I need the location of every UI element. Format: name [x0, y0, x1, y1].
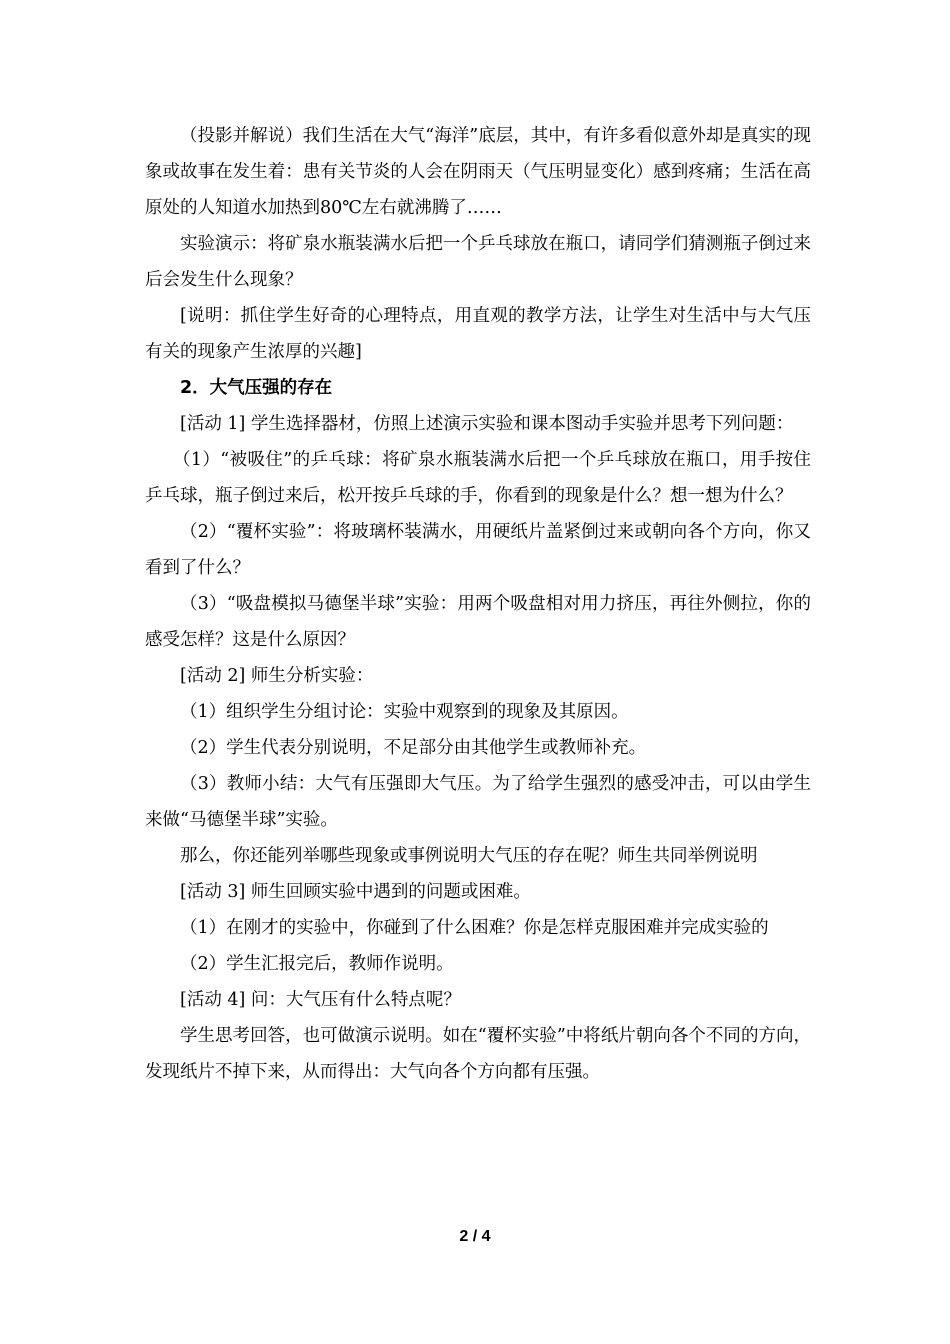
paragraph-examples: 那么，你还能列举哪些现象或事例说明大气压的存在呢？师生共同举例说明 — [180, 846, 758, 866]
section-heading: 2．大气压强的存在 — [180, 378, 333, 398]
paragraph-item-2: （2）“覆杯实验”：将玻璃杯装满水，用硬纸片盖紧倒过来或朝向各个方向，你又看到了什么？ — [145, 522, 811, 578]
paragraph-summary: （3）教师小结：大气有压强即大气压。为了给学生强烈的感受冲击，可以由学生来做“马德堡半球”实验。 — [145, 774, 811, 830]
paragraph-discussion: （1）组织学生分组讨论：实验中观察到的现象及其原因。 — [180, 702, 629, 722]
paragraph-activity-2: [活动 2] 师生分析实验： — [180, 666, 374, 686]
paragraph-answer: 学生思考回答，也可做演示说明。如在“覆杯实验”中将纸片朝向各个不同的方向，发现纸片不掉下来，从而得出：大气向各个方向都有压强。 — [145, 1026, 811, 1082]
paragraph-activity-4: [活动 4] 问：大气压有什么特点呢？ — [180, 990, 461, 1010]
paragraph-note: [说明：抓住学生好奇的心理特点，用直观的教学方法，让学生对生活中与大气压有关的现象产生浓厚的兴趣] — [145, 306, 811, 362]
paragraph-activity-3: [活动 3] 师生回顾实验中遇到的问题或困难。 — [180, 882, 531, 902]
paragraph-demo: 实验演示：将矿泉水瓶装满水后把一个乒乓球放在瓶口，请同学们猜测瓶子倒过来后会发生什么现象？ — [145, 234, 811, 290]
paragraph-difficulty: （1）在刚才的实验中，你碰到了什么困难？你是怎样克服困难并完成实验的 — [180, 918, 769, 938]
paragraph-item-3: （3）“吸盘模拟马德堡半球”实验：用两个吸盘相对用力挤压，再往外侧拉，你的感受怎样？这是什么原因？ — [145, 594, 811, 650]
document-body — [145, 118, 811, 1090]
paragraph-report: （2）学生汇报完后，教师作说明。 — [180, 954, 454, 974]
paragraph-representative: （2）学生代表分别说明，不足部分由其他学生或教师补充。 — [180, 738, 647, 758]
paragraph-item-1: （1）“被吸住”的乒乓球：将矿泉水瓶装满水后把一个乒乓球放在瓶口，用手按住乒乓球，瓶子倒过来后，松开按乒乓球的手，你看到的现象是什么？想一想为什么？ — [145, 450, 811, 506]
paragraph-activity-1: [活动 1] 学生选择器材，仿照上述演示实验和课本图动手实验并思考下列问题： — [180, 414, 794, 434]
paragraph-projection: （投影并解说）我们生活在大气“海洋”底层，其中，有许多看似意外却是真实的现象或故事在发生着：患有关节炎的人会在阴雨天（气压明显变化）感到疼痛；生活在高原处的人知道水加热到80℃左右就沸腾了…… — [145, 126, 811, 218]
page-number: 2 / 4 — [459, 1228, 491, 1245]
